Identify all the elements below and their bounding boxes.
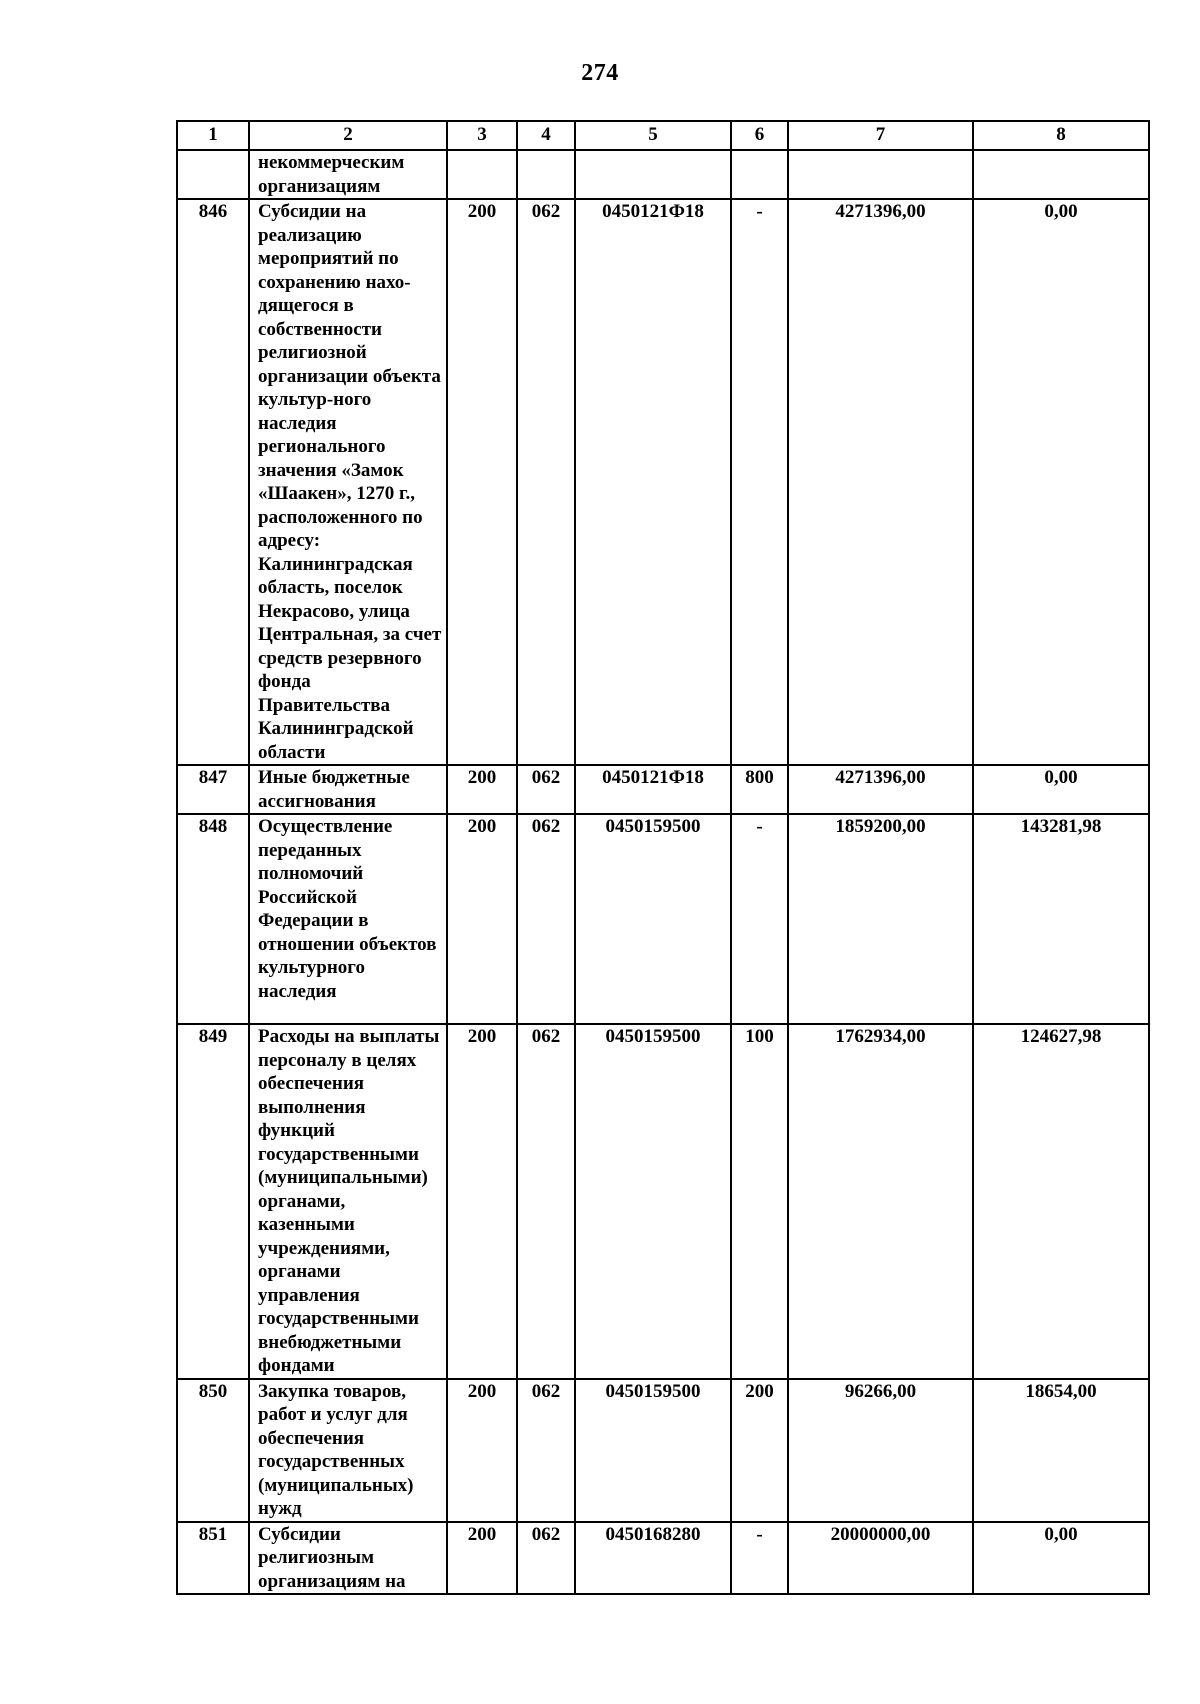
row-description: Иные бюджетные ассигнования [249,765,447,814]
row-col7: 20000000,00 [788,1522,973,1595]
row-col7: 96266,00 [788,1379,973,1522]
row-col4: 062 [517,1379,575,1522]
table-header-row [177,121,1149,150]
row-col5: 0450159500 [575,1379,731,1522]
row-col8: 124627,98 [973,1024,1149,1379]
row-col7: 4271396,00 [788,199,973,765]
row-col8: 0,00 [973,765,1149,814]
row-number [177,150,249,199]
row-col5 [575,150,731,199]
column-header: 7 [788,121,973,150]
row-col7: 4271396,00 [788,765,973,814]
column-header: 3 [447,121,517,150]
row-col4 [517,150,575,199]
column-header: 4 [517,121,575,150]
column-header: 1 [177,121,249,150]
row-description: Расходы на выплаты персоналу в целях обеспечения выполнения функций государственными (муниципальными) органами, казенными учреждениями, органами управления государственными внебюджетными фондами [249,1024,447,1379]
row-number: 851 [177,1522,249,1595]
row-col3: 200 [447,1522,517,1595]
row-number: 849 [177,1024,249,1379]
column-header: 5 [575,121,731,150]
row-col7: 1762934,00 [788,1024,973,1379]
row-col7: 1859200,00 [788,814,973,1024]
row-number: 848 [177,814,249,1024]
row-col3: 200 [447,814,517,1024]
table-row [177,150,1149,199]
row-col3: 200 [447,765,517,814]
row-col4: 062 [517,765,575,814]
row-col3: 200 [447,199,517,765]
row-col6 [731,150,788,199]
row-col6: 100 [731,1024,788,1379]
row-col3: 200 [447,1024,517,1379]
row-col5: 0450159500 [575,1024,731,1379]
row-col4: 062 [517,199,575,765]
row-col6: 800 [731,765,788,814]
row-col3: 200 [447,1379,517,1522]
budget-table [176,120,1150,1595]
row-col8: 0,00 [973,1522,1149,1595]
row-col6: - [731,814,788,1024]
row-col6: - [731,199,788,765]
row-col4: 062 [517,1024,575,1379]
row-col5: 0450159500 [575,814,731,1024]
row-col8: 0,00 [973,199,1149,765]
row-number: 846 [177,199,249,765]
row-col5: 0450168280 [575,1522,731,1595]
table-row [177,765,1149,814]
row-col5: 0450121Ф18 [575,199,731,765]
row-description: Субсидии на реализацию мероприятий по сохранению нахо-дящегося в собственности религиозной организации объекта культур-ного наследия регионального значения «Замок «Шаакен», 1270 г., расположенного по адресу: Калининградская область, поселок Некрасово, улица Центральная, за счет средств резервного фонда Правительства Калининградской области [249,199,447,765]
row-col4: 062 [517,814,575,1024]
row-description: некоммерческим организациям [249,150,447,199]
row-number: 847 [177,765,249,814]
row-number: 850 [177,1379,249,1522]
row-description: Осуществление переданных полномочий Российской Федерации в отношении объектов культурного наследия [249,814,447,1024]
table-row [177,1024,1149,1379]
table-row [177,199,1149,765]
row-description: Закупка товаров, работ и услуг для обеспечения государственных (муниципальных) нужд [249,1379,447,1522]
row-description: Субсидии религиозным организациям на [249,1522,447,1595]
row-col7 [788,150,973,199]
row-col6: - [731,1522,788,1595]
page-number: 274 [581,60,619,86]
row-col3 [447,150,517,199]
row-col4: 062 [517,1522,575,1595]
row-col5: 0450121Ф18 [575,765,731,814]
row-col8: 18654,00 [973,1379,1149,1522]
row-col8: 143281,98 [973,814,1149,1024]
column-header: 2 [249,121,447,150]
column-header: 6 [731,121,788,150]
row-col8 [973,150,1149,199]
column-header: 8 [973,121,1149,150]
row-col6: 200 [731,1379,788,1522]
table-row [177,814,1149,1024]
table-row [177,1522,1149,1595]
table-row [177,1379,1149,1522]
